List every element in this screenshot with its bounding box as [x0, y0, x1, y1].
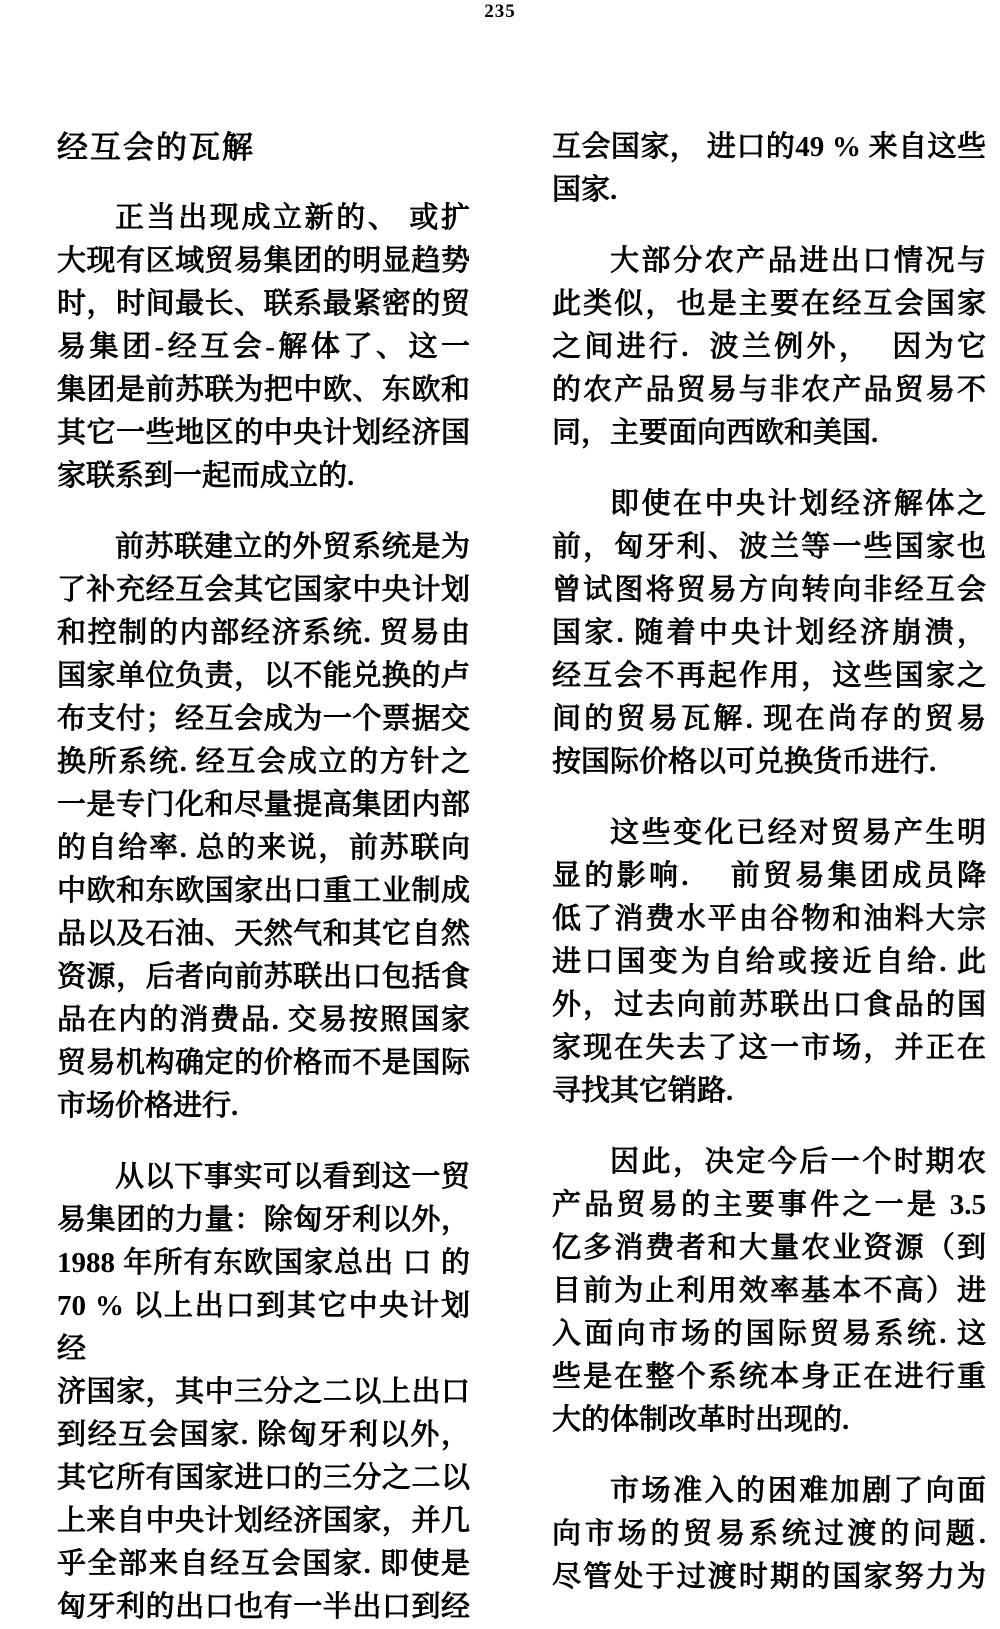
text-line: 因此，决定今后一个时期农	[610, 1146, 986, 1178]
text-line: 目前为止利用效率基本不高）进	[552, 1275, 986, 1307]
text-line: 易集团-经互会-解体了、这一	[57, 331, 470, 363]
paragraph	[552, 1141, 986, 1442]
paragraph	[57, 1156, 470, 1629]
text-line: 这些变化已经对贸易产生明	[610, 817, 986, 849]
left-column	[57, 126, 470, 1629]
text-line: 低了消费水平由谷物和油料大宗	[552, 903, 986, 935]
text-line: 其它所有国家进口的三分之二以	[57, 1462, 470, 1494]
text-line: 易集团的力量：除匈牙利以外，	[57, 1204, 470, 1236]
text-line: 品在内的消费品. 交易按照国家	[57, 1004, 470, 1036]
text-line: 布支付；经互会成为一个票据交	[57, 703, 470, 735]
text-line: 中欧和东欧国家出口重工业制成	[57, 875, 470, 907]
text-line: 些是在整个系统本身正在进行重	[552, 1361, 986, 1393]
text-line: 家现在失去了这一市场，并正在	[552, 1032, 986, 1064]
text-line: 经互会不再起作用，这些国家之	[552, 660, 986, 692]
text-line: 经互会的瓦解	[57, 130, 255, 165]
text-line: 70 % 以上出口到其它中央计划经	[57, 1290, 470, 1365]
text-line: 贸易机构确定的价格而不是国际	[57, 1047, 470, 1079]
text-line: 亿多消费者和大量农业资源（到	[552, 1232, 986, 1264]
text-line: 乎全部来自经互会国家. 即使是	[57, 1548, 470, 1580]
text-line: 正当出现成立新的、 或扩	[115, 202, 470, 234]
text-line: 尽管处于过渡时期的国家努力为	[552, 1561, 986, 1593]
text-line: 1988 年所有东欧国家总出 口 的	[57, 1247, 470, 1279]
text-line: 一是专门化和尽量提高集团内部	[57, 789, 470, 821]
text-line: 了补充经互会其它国家中央计划	[57, 574, 470, 606]
text-line: 互会国家， 进口的49 % 来自这些	[552, 131, 986, 163]
text-line: 寻找其它销路.	[552, 1075, 734, 1107]
text-line: 即使在中央计划经济解体之	[610, 488, 986, 520]
paragraph	[552, 483, 986, 784]
text-line: 和控制的内部经济系统. 贸易由	[57, 617, 470, 649]
text-line: 济国家，其中三分之二以上出口	[57, 1376, 470, 1408]
text-line: 入面向市场的国际贸易系统. 这	[552, 1318, 986, 1350]
text-line: 同，主要面向西欧和美国.	[552, 417, 879, 449]
text-line: 大现有区域贸易集团的明显趋势	[57, 245, 470, 277]
text-line: 上来自中央计划经济国家，并几	[57, 1505, 470, 1537]
text-line: 向市场的贸易系统过渡的问题.	[552, 1518, 986, 1550]
paragraph	[57, 526, 470, 1128]
paragraph	[552, 126, 986, 212]
text-line: 的自给率. 总的来说，前苏联向	[57, 832, 470, 864]
paragraph	[552, 1470, 986, 1599]
paragraph	[552, 812, 986, 1113]
text-line: 其它一些地区的中央计划经济国	[57, 417, 470, 449]
text-line: 前，匈牙利、波兰等一些国家也	[552, 531, 986, 563]
page-number: 235	[484, 1, 516, 22]
text-line: 国家. 随着中央计划经济崩溃，	[552, 617, 986, 649]
text-line: 时，时间最长、联系最紧密的贸	[57, 288, 470, 320]
text-line: 换所系统. 经互会成立的方针之	[57, 746, 470, 778]
text-line: 集团是前苏联为把中欧、东欧和	[57, 374, 470, 406]
text-line: 外，过去向前苏联出口食品的国	[552, 989, 986, 1021]
text-line: 到经互会国家. 除匈牙利以外，	[57, 1419, 470, 1451]
text-line: 大部分农产品进出口情况与	[610, 245, 986, 277]
text-line: 从以下事实可以看到这一贸	[115, 1161, 470, 1193]
text-line: 曾试图将贸易方向转向非经互会	[552, 574, 986, 606]
text-line: 资源，后者向前苏联出口包括食	[57, 961, 470, 993]
text-line: 市场价格进行.	[57, 1090, 239, 1122]
text-line: 家联系到一起而成立的.	[57, 460, 355, 492]
text-line: 品以及石油、天然气和其它自然	[57, 918, 470, 950]
text-line: 之间进行. 波兰例外， 因为它	[552, 331, 986, 363]
text-line: 产品贸易的主要事件之一是 3.5	[552, 1189, 986, 1221]
text-line: 显的影响. 前贸易集团成员降	[552, 860, 986, 892]
text-line: 的农产品贸易与非农产品贸易不	[552, 374, 986, 406]
text-line: 前苏联建立的外贸系统是为	[115, 531, 470, 563]
paragraph	[552, 240, 986, 455]
paragraph	[57, 197, 470, 498]
text-line: 市场准入的困难加剧了向面	[610, 1475, 986, 1507]
text-line: 按国际价格以可兑换货币进行.	[552, 746, 937, 778]
text-line: 匈牙利的出口也有一半出口到经	[57, 1591, 470, 1623]
text-line: 大的体制改革时出现的.	[552, 1404, 850, 1436]
text-line: 此类似，也是主要在经互会国家	[552, 288, 986, 320]
text-line: 进口国变为自给或接近自给. 此	[552, 946, 986, 978]
text-line: 间的贸易瓦解. 现在尚存的贸易	[552, 703, 986, 735]
section-heading	[57, 126, 470, 169]
text-line: 国家.	[552, 174, 618, 206]
text-line: 国家单位负责，以不能兑换的卢	[57, 660, 470, 692]
right-column	[552, 126, 986, 1599]
